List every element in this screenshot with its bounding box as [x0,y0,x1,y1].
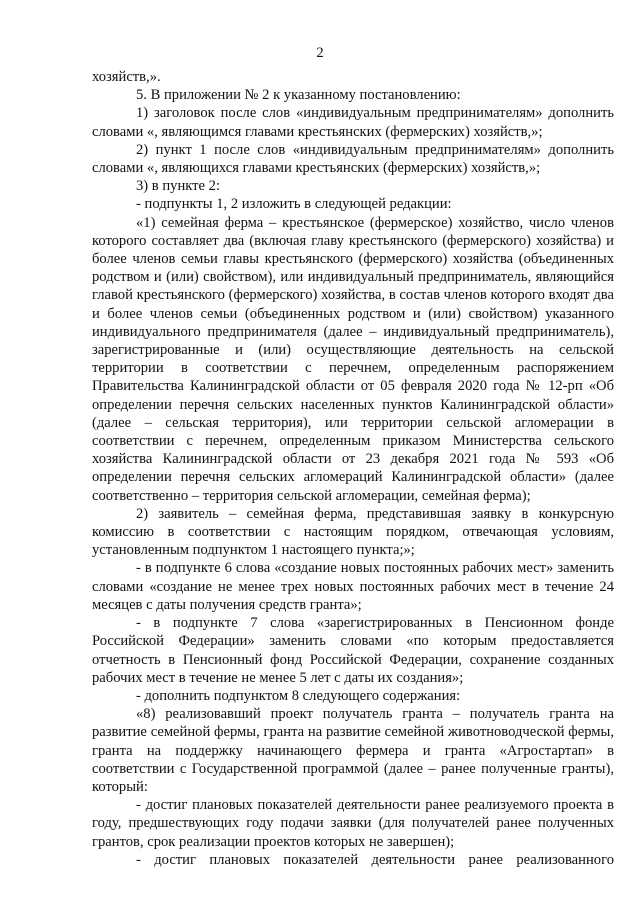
paragraph-subitem-1: «1) семейная ферма – крестьянское (фермерское) хозяйство, число членов которого составляет два (включая главу крестьянского (фермерского) хозяйства) и более членов семьи главы крестьянского (фермерского) хозяйства (объединенных родством и (или) свойством), или индивидуальный предприниматель, являющийся главой крестьянского (фермерского) хозяйства, в состав членов которого входят два и более членов семьи (объединенных родством и (или) свойством) указанного индивидуального предпринимателя (далее – индивидуальный предприниматель), зарегистрированные и (или) осуществляющие деятельность на сельской территории в соответствии с перечнем, определенным распоряжением Правительства Калининградской области от 05 февраля 2020 года № 12-рп «Об определении перечня сельских населенных пунктов Калининградской области» (далее – сельская территория), или территории сельской агломерации в соответствии с перечнем, определенным приказом Министерства сельского хозяйства Калининградской области от 23 декабря 2021 года № 593 «Об определении перечня сельских агломераций Калининградской области» (далее соответственно – территория сельской агломерации, семейная ферма); [92,214,614,504]
paragraph-subitem-2: 2) заявитель – семейная ферма, представившая заявку в конкурсную комиссию в соответствии с настоящим порядком, отвечающая условиям, установленным подпунктом 1 настоящего пункта;»; [92,505,614,559]
paragraph-item-5: 5. В приложении № 2 к указанному постановлению: [136,87,461,104]
paragraph-condition-1: - достиг плановых показателей деятельности ранее реализуемого проекта в году, предшествующих году подачи заявки (для получателей ранее полученных грантов, срок реализации проектов которых не завершен); [92,797,614,850]
paragraph-continuation: хозяйств,». [92,69,161,85]
paragraph-subitem-6: - в подпункте 6 слова «создание новых постоянных рабочих мест» заменить словами «создание не менее трех новых постоянных рабочих мест в течение 24 месяцев с даты получения средств гранта»; [92,560,614,613]
paragraph-item-1: 1) заголовок после слов «индивидуальным предпринимателям» дополнить словами «, являющимся главами крестьянских (фермерских) хозяйств,»; [92,105,614,140]
paragraph-item-3: 3) в пункте 2: [136,178,221,195]
page-number: 2 [316,45,324,61]
paragraph-subitem-7: - в подпункте 7 слова «зарегистрированных в Пенсионном фонде Российской Федерации» заменить словами «по которым предоставляется отчетность в Пенсионный фонд Российской Федерации, сохранение созданных рабочих мест в течение не менее 5 лет с даты их создания»; [92,615,614,686]
paragraph-item-2: 2) пункт 1 после слов «индивидуальным предпринимателям» дополнить словами «, являющихся главами крестьянских (фермерских) хозяйств,»; [92,141,614,177]
paragraph-subitems-intro: - подпункты 1, 2 изложить в следующей редакции: [136,196,452,213]
paragraph-subitem-8: «8) реализовавший проект получатель гранта – получатель гранта на развитие семейной фермы, гранта на развитие семейной животноводческой фермы, гранта на поддержку начинающего фермера и гранта «Агростартап» в соответствии с Государственной программой (далее – ранее полученные гранты), который: [92,706,614,795]
paragraph-add-subitem-8: - дополнить подпунктом 8 следующего содержания: [136,687,461,704]
paragraph-condition-2: - достиг плановых показателей деятельности ранее реализованного [136,851,614,868]
document-body [92,68,614,869]
